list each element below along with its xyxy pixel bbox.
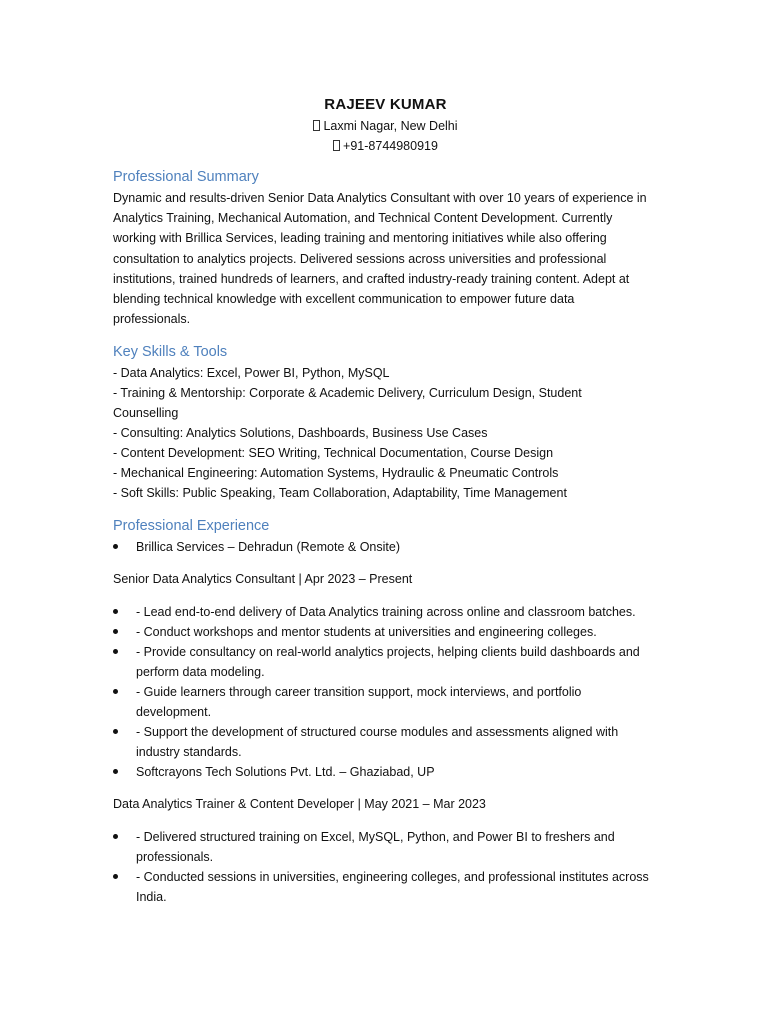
- summary-line: working with Brillica Services, leading training and mentoring initiatives while also offering: [113, 231, 607, 246]
- bullet-icon: [113, 834, 118, 839]
- resume-content: [113, 94, 658, 907]
- experience-heading: Professional Experience: [113, 518, 270, 535]
- bullet-text: - Lead end-to-end delivery of Data Analytics training across online and classroom batches.: [136, 605, 636, 620]
- bullet-text: industry standards.: [136, 745, 242, 760]
- role1-bullets: [113, 602, 658, 782]
- bullet-text: development.: [136, 705, 212, 720]
- list-item: [113, 682, 658, 722]
- company-list: [113, 537, 658, 557]
- location-text: Laxmi Nagar, New Delhi: [323, 119, 458, 133]
- bullet-text: - Support the development of structured course modules and assessments aligned with: [136, 725, 619, 740]
- bullet-icon: [113, 609, 118, 614]
- list-item: [113, 602, 658, 622]
- phone-line: [113, 136, 658, 156]
- summary-line: blending technical knowledge with excellent communication to empower future data: [113, 292, 575, 307]
- list-item: [113, 722, 658, 762]
- summary-paragraph: [113, 188, 658, 329]
- company-item: [113, 537, 658, 557]
- list-item: [113, 827, 658, 867]
- summary-line: institutions, trained hundreds of learners, and crafted industry-ready training content. Adept at: [113, 271, 630, 286]
- missing-glyph-icon: [313, 120, 320, 131]
- bullet-icon: [113, 729, 118, 734]
- skill-line: - Content Development: SEO Writing, Technical Documentation, Course Design: [113, 446, 554, 461]
- bullet-text: - Conducted sessions in universities, engineering colleges, and professional institutes across: [136, 870, 649, 885]
- bullet-text: - Delivered structured training on Excel, MySQL, Python, and Power BI to freshers and: [136, 830, 615, 845]
- company-item: [113, 762, 658, 782]
- list-item: [113, 867, 658, 907]
- skill-line: - Soft Skills: Public Speaking, Team Collaboration, Adaptability, Time Management: [113, 486, 567, 501]
- bullet-text: - Conduct workshops and mentor students at universities and engineering colleges.: [136, 625, 597, 640]
- skill-line: Counselling: [113, 406, 179, 421]
- skill-line: - Mechanical Engineering: Automation Systems, Hydraulic & Pneumatic Controls: [113, 466, 559, 481]
- summary-line: consultation to analytics projects. Delivered sessions across universities and professional: [113, 251, 607, 266]
- candidate-name: RAJEEV KUMAR: [324, 96, 447, 113]
- role2-bullets: [113, 827, 658, 907]
- skill-line: - Consulting: Analytics Solutions, Dashboards, Business Use Cases: [113, 426, 488, 441]
- bullet-icon: [113, 629, 118, 634]
- company-name: Brillica Services – Dehradun (Remote & Onsite): [136, 540, 400, 555]
- skills-heading: Key Skills & Tools: [113, 344, 228, 361]
- phone-text: +91-8744980919: [343, 139, 438, 153]
- bullet-icon: [113, 769, 118, 774]
- bullet-text: - Guide learners through career transition support, mock interviews, and portfolio: [136, 685, 582, 700]
- bullet-text: professionals.: [136, 850, 214, 865]
- role-title: Data Analytics Trainer & Content Developer | May 2021 – Mar 2023: [113, 797, 486, 812]
- bullet-text: - Provide consultancy on real-world analytics projects, helping clients build dashboards and: [136, 645, 640, 660]
- bullet-icon: [113, 874, 118, 879]
- location-line: [113, 116, 658, 136]
- summary-line: Dynamic and results-driven Senior Data Analytics Consultant with over 10 years of experience in: [113, 191, 647, 205]
- list-item: [113, 622, 658, 642]
- company-name: Softcrayons Tech Solutions Pvt. Ltd. – Ghaziabad, UP: [136, 765, 435, 780]
- bullet-icon: [113, 544, 118, 549]
- skill-line: - Data Analytics: Excel, Power BI, Python, MySQL: [113, 366, 390, 381]
- bullet-icon: [113, 649, 118, 654]
- bullet-text: perform data modeling.: [136, 665, 265, 680]
- summary-line: professionals.: [113, 312, 191, 327]
- skills-list: [113, 363, 658, 503]
- missing-glyph-icon: [333, 140, 340, 151]
- bullet-icon: [113, 689, 118, 694]
- list-item: [113, 642, 658, 682]
- summary-line: Analytics Training, Mechanical Automation, and Technical Content Development. Currently: [113, 211, 613, 226]
- role-title: Senior Data Analytics Consultant | Apr 2023 – Present: [113, 572, 413, 587]
- summary-heading: Professional Summary: [113, 169, 259, 185]
- skill-line: - Training & Mentorship: Corporate & Academic Delivery, Curriculum Design, Student: [113, 386, 582, 401]
- bullet-text: India.: [136, 890, 167, 905]
